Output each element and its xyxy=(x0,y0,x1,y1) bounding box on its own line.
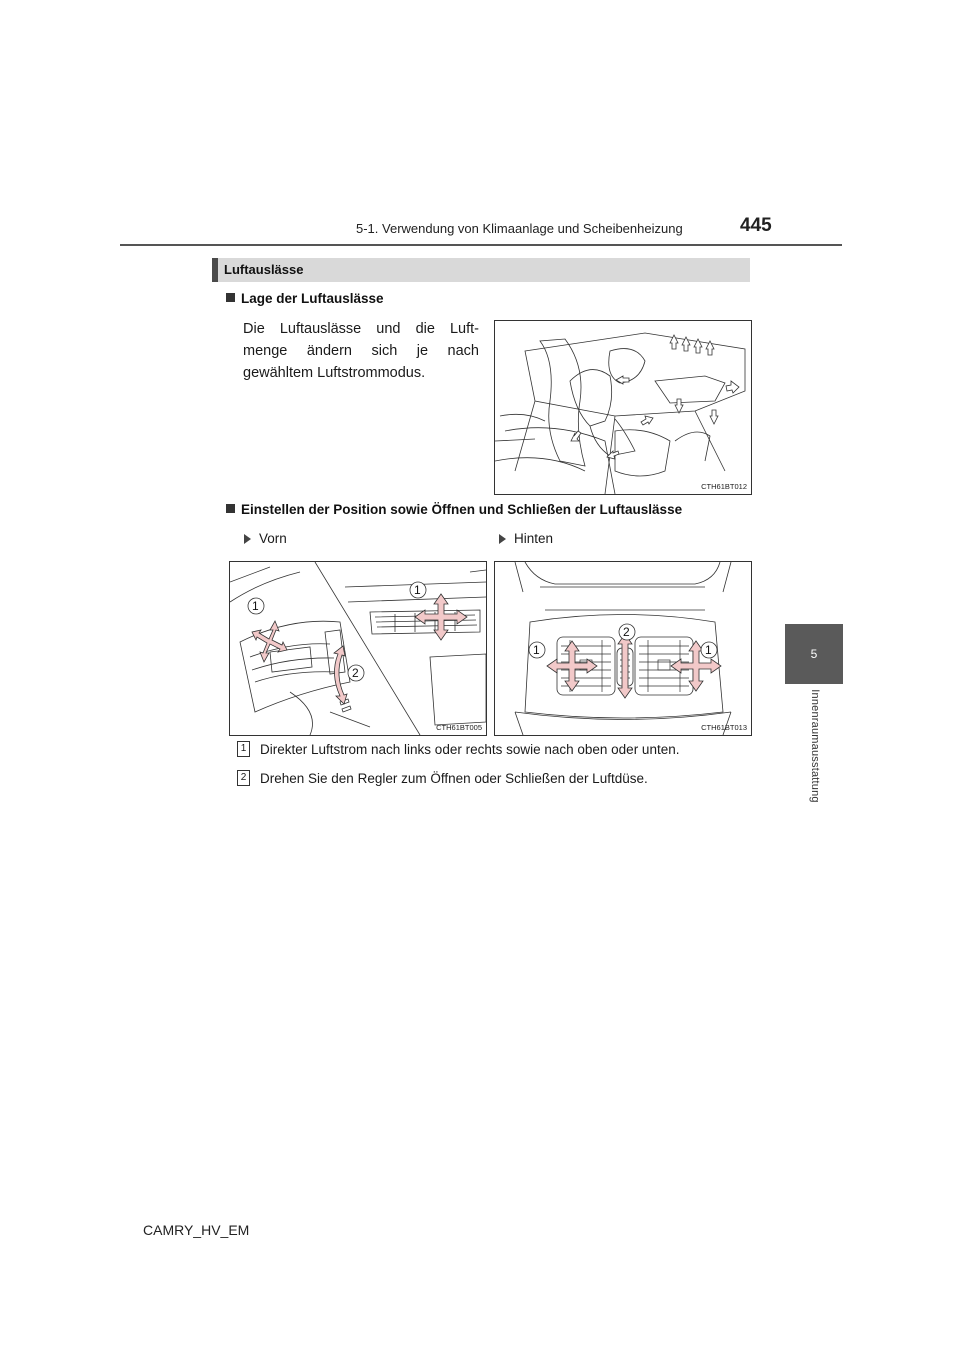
location-description: Die Luftauslässe und die Luft-menge ändern sich je nach gewähltem Luftstrommodus. xyxy=(243,321,479,381)
legend-number: 2 xyxy=(237,770,250,786)
figure-code: CTH61BT013 xyxy=(701,723,747,732)
front-vents-figure xyxy=(229,561,487,736)
legend-text: Drehen Sie den Regler zum Öffnen oder Schließen der Luftdüse. xyxy=(260,770,648,786)
legend-number: 1 xyxy=(237,741,250,757)
section-title-bar xyxy=(212,258,750,282)
header-section-title: 5-1. Verwendung von Klimaanlage und Scheibenheizung xyxy=(356,221,683,236)
callout-2-label: 2 xyxy=(352,666,359,680)
callout-1-label: 1 xyxy=(252,599,259,613)
callout-2-label: 2 xyxy=(623,625,630,639)
chapter-title: Innenraumausstattung xyxy=(809,689,821,803)
rear-vents-illustration xyxy=(495,562,751,735)
model-code: CAMRY_HV_EM xyxy=(143,1222,250,1238)
section-accent xyxy=(212,258,218,282)
bullet-square-icon xyxy=(226,504,235,513)
section-title: Luftauslässe xyxy=(224,262,304,277)
location-heading: Lage der Luftauslässe xyxy=(226,291,384,306)
legend-text: Direkter Luftstrom nach links oder rechts sowie nach oben oder unten. xyxy=(260,741,680,757)
legend-item xyxy=(237,741,679,757)
figure-code: CTH61BT012 xyxy=(701,482,747,491)
front-vents-illustration xyxy=(230,562,486,735)
triangle-bullet-icon xyxy=(244,534,251,544)
page-number: 445 xyxy=(740,215,772,236)
triangle-bullet-icon xyxy=(499,534,506,544)
figure-code: CTH61BT005 xyxy=(436,723,482,732)
adjust-heading: Einstellen der Position sowie Öffnen und Schließen der Luftauslässe xyxy=(226,502,682,517)
interior-illustration xyxy=(495,321,751,494)
chapter-number: 5 xyxy=(810,647,818,661)
callout-1-label: 1 xyxy=(414,583,421,597)
interior-vents-figure xyxy=(494,320,752,495)
rear-vents-figure xyxy=(494,561,752,736)
callout-1-label: 1 xyxy=(705,643,712,657)
bullet-square-icon xyxy=(226,293,235,302)
front-label: Vorn xyxy=(244,531,287,546)
header-divider xyxy=(120,244,842,246)
rear-label: Hinten xyxy=(499,531,553,546)
legend-item xyxy=(237,770,648,786)
callout-1-label: 1 xyxy=(533,643,540,657)
